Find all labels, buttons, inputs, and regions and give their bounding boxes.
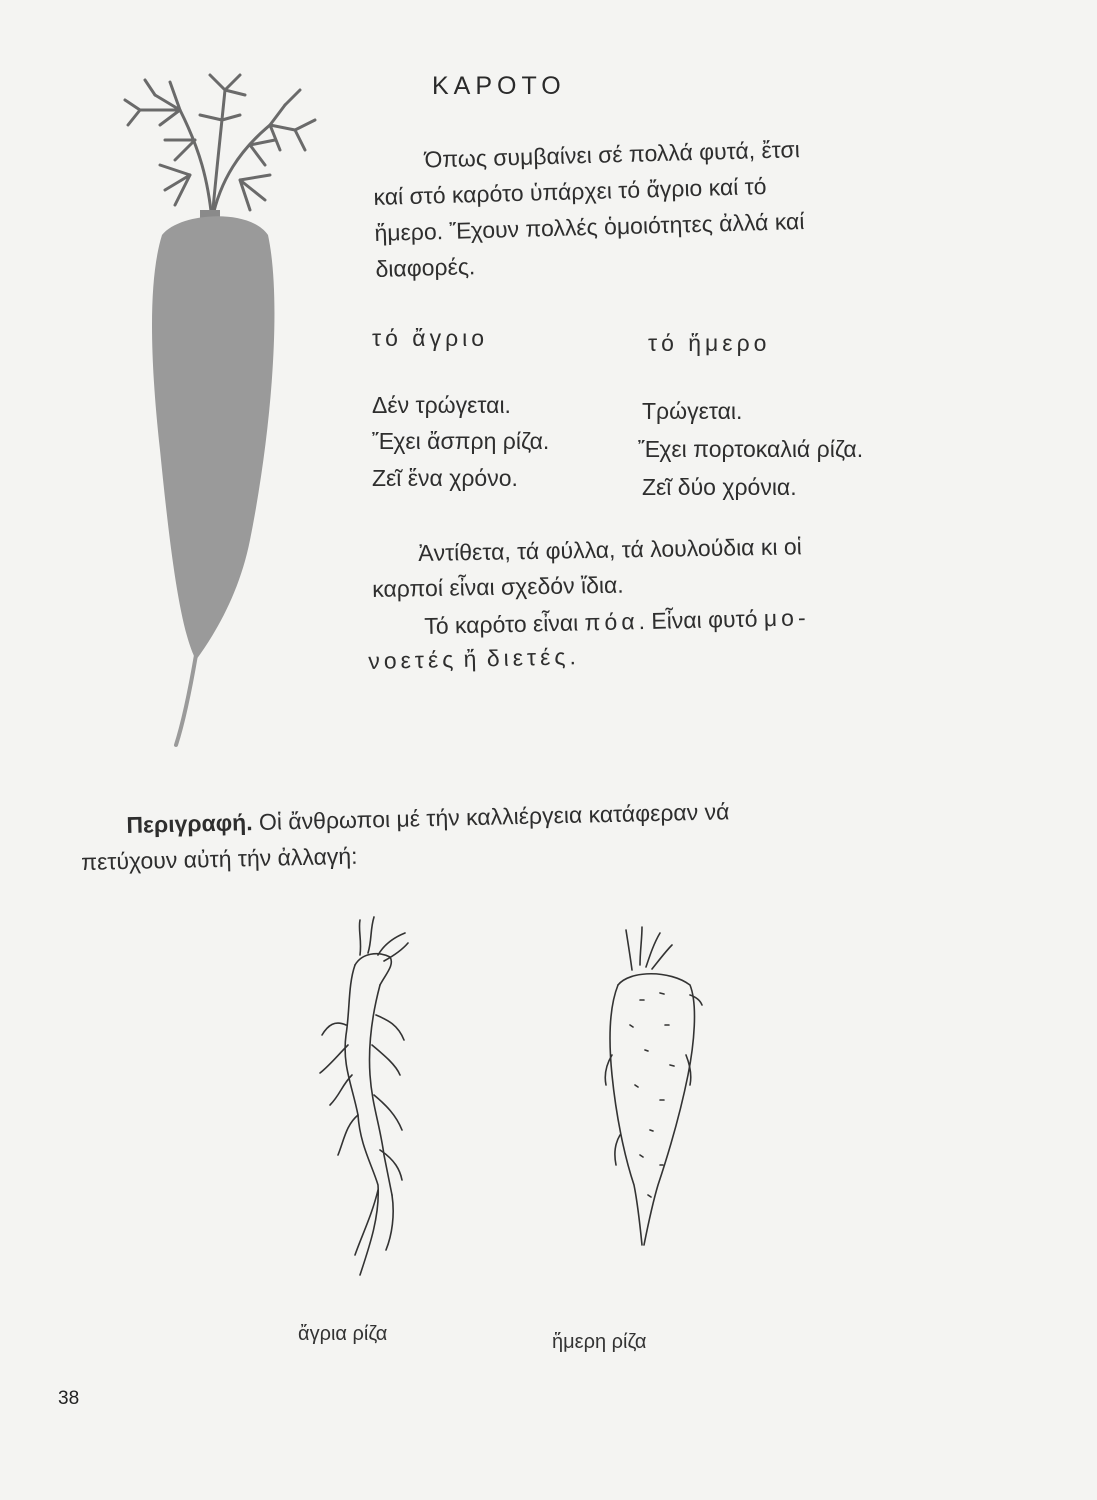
classification-text: . (569, 643, 577, 670)
tame-root-caption: ἥμερη ρίζα (552, 1331, 647, 1353)
term-poa: πόα (584, 608, 639, 636)
intro-line: καί στό καρότο ὑπάρχει τό ἄγριο καί τό (373, 173, 767, 210)
description-label: Περιγραφή. (126, 809, 253, 838)
classification-line (424, 604, 810, 640)
intro-line: Όπως συμβαίνει σέ πολλά φυτά, ἔτσι (424, 136, 801, 173)
description-line: πετύχουν αὐτή τήν ἀλλαγή: (80, 842, 358, 875)
page-number: 38 (58, 1388, 80, 1409)
similarities-line: καρποί εἶναι σχεδόν ἴδια. (372, 571, 624, 602)
page-title: ΚΑΡΟΤΟ (432, 72, 566, 100)
description-paragraph (80, 788, 961, 880)
classification-text: . Εἶναι φυτό (638, 605, 758, 635)
term-mono: μο- (763, 604, 810, 632)
carrot-illustration (100, 70, 330, 760)
wild-column-header: τό ἄγριο (372, 325, 489, 351)
tame-column-header: τό ἥμερο (648, 330, 771, 356)
wild-trait: Ἔχει ἄσπρη ρίζα. (372, 428, 550, 454)
tame-root-drawing (590, 925, 720, 1255)
wild-root-caption: ἄγρια ρίζα (298, 1323, 388, 1345)
tame-trait: Ἔχει πορτοκαλιά ρίζα. (638, 436, 864, 462)
wild-trait: Δέν τρώγεται. (372, 392, 511, 418)
wild-trait: Ζεῖ ἕνα χρόνο. (372, 465, 518, 491)
intro-paragraph (372, 126, 976, 287)
classification-text: ἤ (463, 645, 481, 672)
intro-line: διαφορές. (375, 253, 476, 282)
classification-line (368, 643, 576, 675)
classification-text: Τό καρότο εἶναι (424, 609, 579, 639)
term-monoetes: νοετές (368, 645, 458, 674)
description-text: Οἱ ἄνθρωποι μέ τήν καλλιέργεια κατάφεραν νά (258, 798, 730, 835)
tame-trait: Τρώγεται. (642, 398, 743, 424)
similarities-line: Ἀντίθετα, τά φύλλα, τά λουλούδια κι οἱ (418, 533, 802, 566)
intro-line: ἥμερο. Ἔχουν πολλές ὁμοιότητες ἀλλά καί (374, 207, 805, 246)
wild-root-drawing (300, 915, 440, 1295)
tame-trait: Ζεῖ δύο χρόνια. (642, 474, 797, 500)
term-dietes: διετές (486, 643, 570, 672)
